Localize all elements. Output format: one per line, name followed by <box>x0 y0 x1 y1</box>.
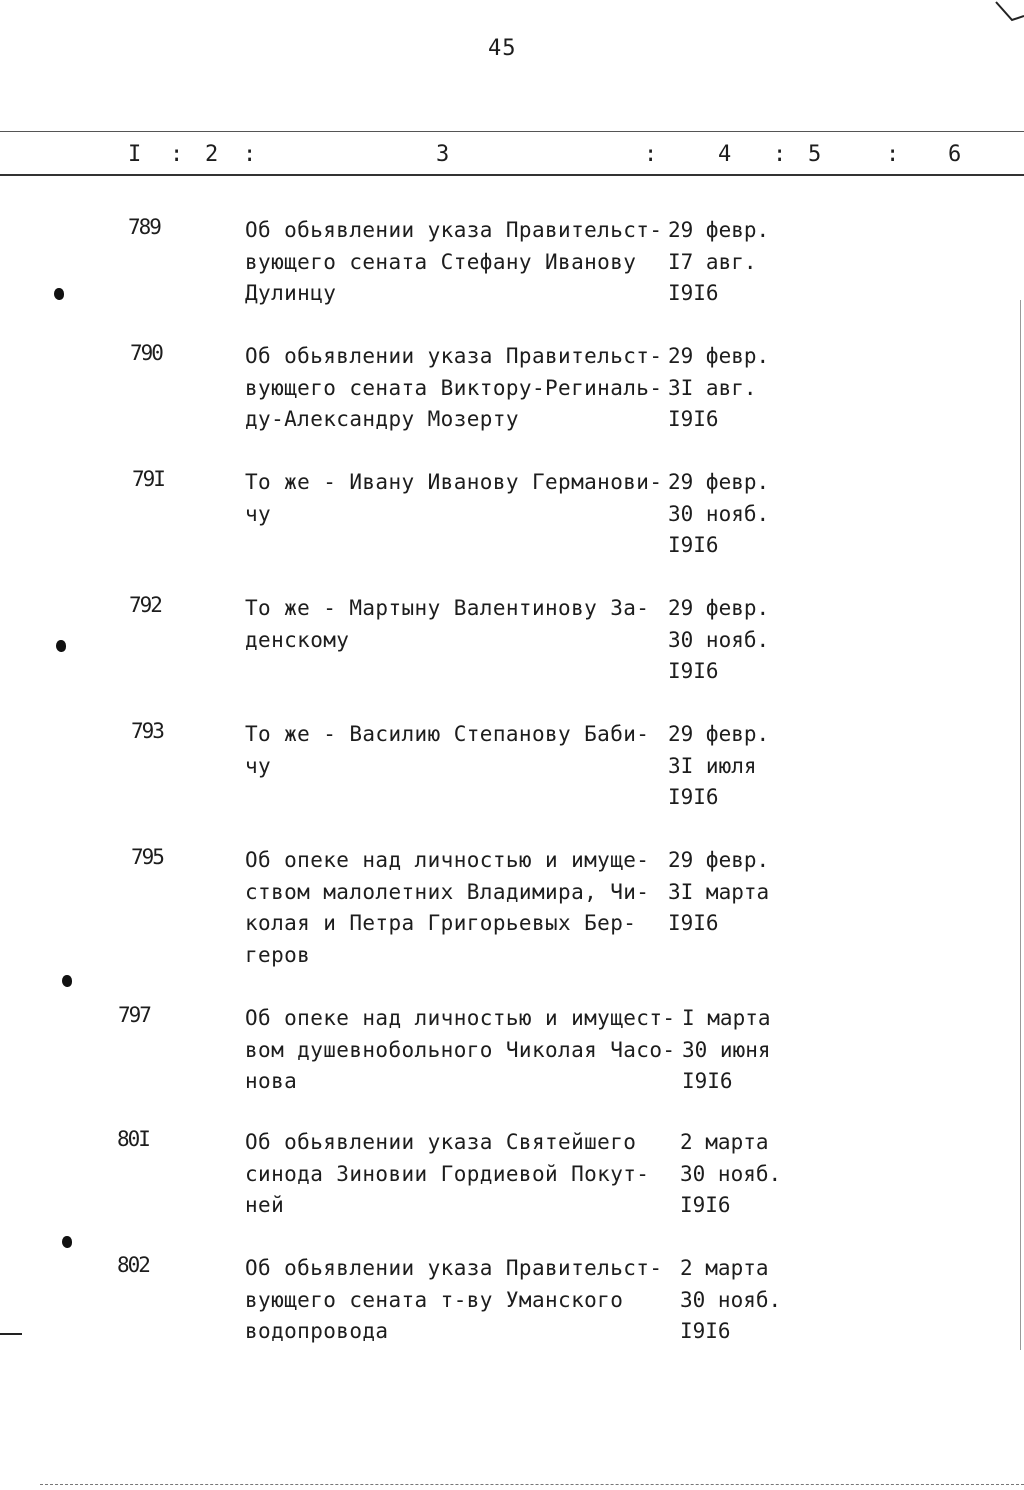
entry-line: Об опеке над личностью и имуще- <box>245 848 650 872</box>
entry-number: 789 <box>128 215 160 239</box>
header-col-6: 6 <box>948 142 962 167</box>
date-end: 3I авг. <box>668 375 757 400</box>
header-sep-4: : <box>773 142 787 167</box>
entry-number: 80I <box>117 1127 149 1151</box>
page-edge-line <box>1020 300 1021 1350</box>
entry-dates <box>682 1003 771 1098</box>
header-sep-1: : <box>170 142 184 167</box>
entry-dates <box>680 1253 781 1348</box>
entry-line: чу <box>245 501 272 526</box>
entry-line: То же - Ивану Иванову Германови- <box>245 470 663 494</box>
date-year: I9I6 <box>668 281 719 305</box>
header-col-3: 3 <box>436 142 450 167</box>
entry-dates <box>680 1127 781 1222</box>
date-end: I7 авг. <box>668 249 757 274</box>
entry-line: То же - Мартыну Валентинову За- <box>245 596 650 620</box>
header-col-2: 2 <box>205 142 219 167</box>
date-start: 29 февр. <box>668 344 770 368</box>
entry-line: нова <box>245 1069 298 1093</box>
entry-line: колая и Петра Григорьевых Бер- <box>245 911 637 935</box>
entry-line: Об опеке над личностью и имущест- <box>245 1006 676 1030</box>
date-year: I9I6 <box>668 911 719 935</box>
entry-line: вующего сената Виктору-Региналь- <box>245 375 663 400</box>
entry-number: 790 <box>130 341 162 365</box>
entry-line: геров <box>245 942 311 967</box>
header-col-4: 4 <box>718 142 732 167</box>
entry-line: синода Зиновии Гордиевой Покут- <box>245 1161 650 1186</box>
entry-line: водопровода <box>245 1319 389 1343</box>
entry-line: ду-Александру Мозерту <box>245 407 519 431</box>
date-start: 2 марта <box>680 1256 769 1280</box>
date-end: 30 нояб. <box>668 627 770 652</box>
header-sep-2: : <box>243 142 257 167</box>
date-start: 29 февр. <box>668 848 770 872</box>
date-start: 29 февр. <box>668 722 770 746</box>
entry-line: вующего сената т-ву Уманского <box>245 1287 624 1312</box>
header-bottom-rule <box>0 174 1024 176</box>
date-year: I9I6 <box>680 1193 731 1217</box>
entry-title <box>245 341 663 436</box>
entry-dates <box>668 593 769 688</box>
entry-title <box>245 845 660 971</box>
entry-line: Об обьявлении указа Правительст- <box>245 344 663 368</box>
corner-fold-mark <box>994 0 1024 30</box>
header-col-5: 5 <box>808 142 822 167</box>
date-start: 29 февр. <box>668 596 770 620</box>
date-end: 3I марта <box>668 879 770 904</box>
date-year: I9I6 <box>682 1069 733 1093</box>
entry-line: денскому <box>245 627 350 652</box>
entry-line: Об обьявлении указа Правительст- <box>245 218 663 242</box>
entry-line: То же - Василию Степанову Баби- <box>245 722 650 746</box>
date-end: 30 нояб. <box>680 1287 782 1312</box>
date-start: 29 февр. <box>668 218 770 242</box>
date-year: I9I6 <box>668 533 719 557</box>
entry-title <box>245 593 660 656</box>
entry-title <box>245 467 663 530</box>
entry-title <box>245 1253 663 1348</box>
entry-number: 797 <box>118 1003 150 1027</box>
date-year: I9I6 <box>668 659 719 683</box>
header-sep-3: : <box>644 142 658 167</box>
entry-dates <box>668 845 769 940</box>
entry-line: вом душевнобольного Чиколая Часо- <box>245 1037 676 1062</box>
page-bottom-rule <box>40 1484 1024 1485</box>
entry-line: Об обьявлении указа Правительст- <box>245 1256 663 1280</box>
punch-hole-mark <box>62 1236 72 1248</box>
punch-hole-mark <box>54 288 64 300</box>
entry-dates <box>668 215 769 310</box>
date-start: I марта <box>682 1006 771 1030</box>
entry-line: Дулинцу <box>245 281 337 305</box>
header-col-1: I <box>128 142 142 167</box>
header-sep-5: : <box>886 142 900 167</box>
date-year: I9I6 <box>680 1319 731 1343</box>
date-end: 30 нояб. <box>668 501 770 526</box>
entry-title <box>245 215 663 310</box>
entry-dates <box>668 341 769 436</box>
date-start: 29 февр. <box>668 470 770 494</box>
header-top-rule <box>0 131 1024 132</box>
date-year: I9I6 <box>668 407 719 431</box>
entry-title <box>245 1127 660 1222</box>
date-start: 2 марта <box>680 1130 769 1154</box>
entry-number: 79I <box>132 467 164 491</box>
punch-hole-mark <box>56 640 66 652</box>
entry-number: 792 <box>129 593 161 617</box>
entry-line: вующего сената Стефану Иванову <box>245 249 637 274</box>
date-end: 30 нояб. <box>680 1161 782 1186</box>
margin-tick-mark <box>0 1333 22 1335</box>
entry-title <box>245 1003 676 1098</box>
date-end: 30 июня <box>682 1037 771 1062</box>
entry-line: Об обьявлении указа Святейшего <box>245 1130 637 1154</box>
entry-dates <box>668 719 769 814</box>
entry-dates <box>668 467 769 562</box>
entry-number: 795 <box>131 845 163 869</box>
punch-hole-mark <box>62 975 72 987</box>
entry-number: 802 <box>117 1253 149 1277</box>
date-end: 3I июля <box>668 753 757 778</box>
entry-title <box>245 719 660 782</box>
entry-line: ней <box>245 1193 285 1217</box>
entry-number: 793 <box>131 719 163 743</box>
date-year: I9I6 <box>668 785 719 809</box>
page-number: 45 <box>488 36 517 61</box>
entry-line: ством малолетних Владимира, Чи- <box>245 879 650 904</box>
entry-line: чу <box>245 753 272 778</box>
